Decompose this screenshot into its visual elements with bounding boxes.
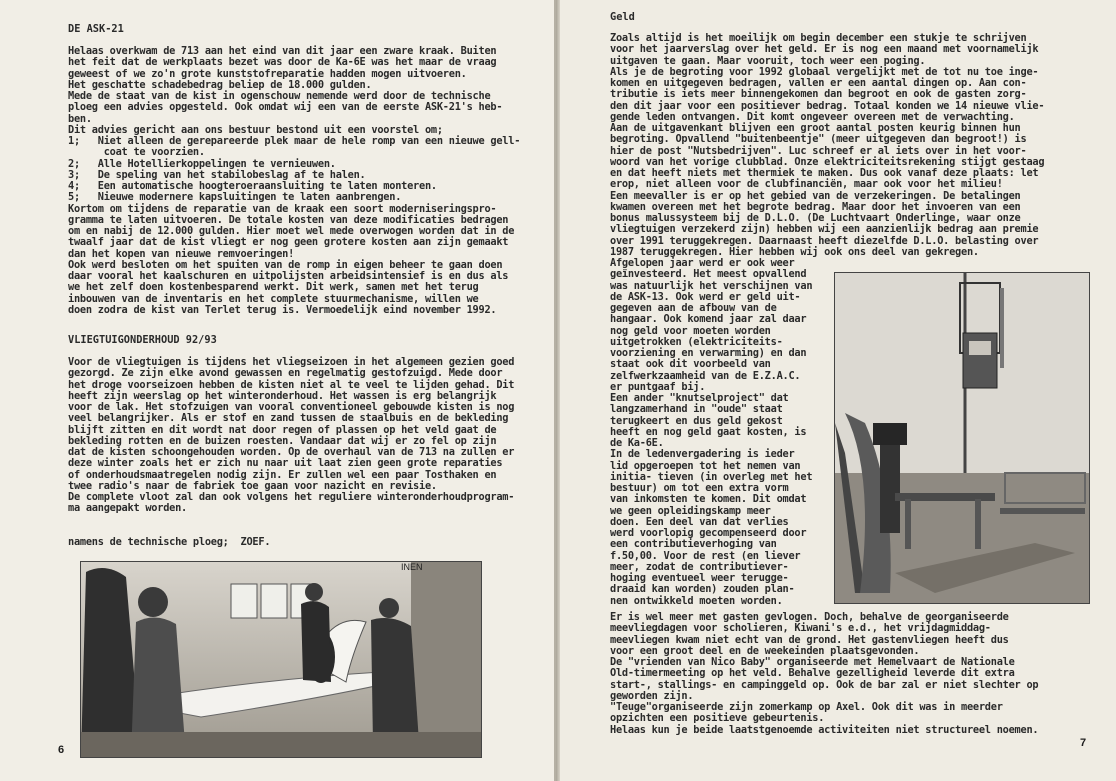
text-line: staat ook dit voorbeeld van (610, 358, 771, 371)
left-page (0, 0, 556, 781)
text-line: twee radio's naar de fabriek toe gaan voor nazicht en revisie. (68, 479, 437, 492)
text-line: zelfwerkzaamheid van de E.Z.A.C. (610, 369, 801, 382)
text-line: lid opgeroepen tot het nemen van (610, 459, 801, 472)
text-line: bonus malussysteem bij de D.L.O. (De Luchtvaart Onderlinge, waar onze (610, 212, 1021, 224)
text-line: Voor de vliegtuigen is tijdens het vliegseizoen in het algemeen gezien goed (68, 356, 515, 368)
text-line: er puntgaaf bij. (610, 380, 706, 393)
onderhoud-paragraph (68, 357, 514, 515)
text-line: deze winter zoals het er zich nu naar uit laat zien geen grote reparaties (68, 457, 503, 470)
text-line: voorziening en verwarming) en dan (610, 347, 807, 359)
text-line: van inkomsten te komen. Dit omdat (610, 493, 807, 506)
text-line: we het zelf doen kostenbesparend werkt. Dit werk, samen met het terug (68, 281, 479, 294)
text-line: dan het kopen van nieuwe remvoeringen! (68, 247, 295, 260)
text-line: geïnvesteerd. Het meest opvallend (610, 268, 807, 281)
text-line: gramma te laten uitvoeren. De totale kosten van deze modificaties bedragen (68, 213, 509, 226)
text-line: twaalf jaar dat de kist vliegt er nog geen grotere kosten aan zijn gemaakt (68, 236, 509, 249)
text-line: de ASK-13. Ook werd er geld uit- (610, 290, 801, 303)
text-line: we geen opleidingskamp meer (610, 504, 771, 517)
svg-text:INEN: INEN (401, 562, 423, 572)
text-line: bekleding rotten en de buizen roesten. Vandaar dat wij er zo fel op zijn (68, 434, 497, 447)
text-line: om en nabij de 12.000 gulden. Hier moet wel mede overwogen worden dat in de (68, 225, 515, 237)
text-line: begroting. Opvallend "buitenbeentje" (meer uitgegeven dan begroot!) is (610, 133, 1027, 146)
text-line: uitgetrokken (elektriciteits- (610, 335, 783, 348)
text-line: over 1991 teruggekregen. Daarnaast heeft diezelfde D.L.O. belasting over (610, 234, 1039, 247)
text-line: heeft zijn weerslag op het winteronderhoud. Het wassen is erg belangrijk (68, 389, 497, 402)
text-line: inbouwen van de inventaris en het complete stuurmechanisme, willen we (68, 292, 479, 305)
signature: namens de technische ploeg; ZOEF. (68, 536, 271, 548)
text-line: dat de kisten schoongehouden worden. Op de overhaul van de 713 na zullen er (68, 446, 515, 458)
text-line: terugkeert en dus geld gekost (610, 414, 783, 427)
workshop-photo (80, 561, 482, 758)
text-line: meevliegdagen voor scholieren, Kiwani's e.d., het vrijdagmiddag- (610, 622, 991, 635)
text-line: 5; Nieuwe modernere kapsluitingen te laten aanbrengen. (68, 191, 402, 204)
text-line: voor het jaarverslag over het geld. Er is nog een maand met voornamelijk (610, 43, 1039, 56)
text-line: komen en uitgegeven bedragen, vallen er een aantal dingen op. Aan con- (610, 77, 1027, 89)
text-line: 2; Alle Hotellierkoppelingen te vernieuwen. (68, 157, 336, 170)
text-line: voor de lak. Het stofzuigen van vooral conventioneel gebouwde kisten is nog (68, 401, 515, 413)
hangar-photo (834, 272, 1090, 604)
text-line: langzamerhand in "oude" staat (610, 403, 783, 416)
investeringen-paragraph (610, 258, 812, 607)
text-line: opzichten een positieve gebeurtenis. (610, 712, 825, 725)
text-line: het droge voorseizoen hebben de kisten niet al te veel te lijden gehad. Dit (68, 378, 515, 391)
text-line: erop, niet alleen voor de clubfinanciën, maar ook voor het milieu! (610, 178, 1003, 191)
text-line: 1; Niet alleen de gerepareerde plek maar de hele romp van een nieuwe gell- (68, 135, 521, 147)
text-line: veel belangrijker. Als er stof en zand tussen de staalbuis en de bekleding (68, 412, 509, 425)
text-line: gegeven aan de afbouw van de (610, 302, 777, 314)
text-line: en dat heeft niets met thermiek te maken. Dus ook vanaf deze plaats: let (610, 167, 1039, 179)
text-line: Ook werd besloten om het spuiten van de romp in eigen beheer te gaan doen (68, 258, 503, 271)
text-line: nog geld voor moeten worden (610, 324, 771, 337)
text-line: of onderhoudsmaatregelen nodig zijn. Er zullen wel een paar Tosthaken en (68, 468, 497, 481)
text-line: ma aangepakt worden. (68, 502, 187, 515)
gasten-paragraph (610, 612, 1038, 736)
text-line: doen. Een deel van dat verlies (610, 515, 789, 528)
text-line: Afgelopen jaar werd er ook weer (610, 257, 795, 269)
text-line: Er is wel meer met gasten gevlogen. Doch, behalve de georganiseerde (610, 611, 1009, 623)
text-line: initia- tieven (in overleg met het (610, 470, 813, 483)
heading-vliegtuigonderhoud: VLIEGTUIGONDERHOUD 92/93 (68, 334, 217, 346)
text-line: hier de post "Nutsbedrijven". Luc schreef er al iets over in het voor- (610, 144, 1027, 157)
text-line: coat te voorzien. (68, 146, 205, 159)
text-line: woord van het vorige clubblad. Onze elektriciteitsrekening stijgt gestaag (610, 155, 1045, 168)
text-line: tributie is iets meer binnengekomen dan begroot en ook de gasten zorg- (610, 88, 1027, 101)
heading-ask21: DE ASK-21 (68, 23, 124, 35)
text-line: draaid kan worden) zouden plan- (610, 583, 795, 596)
page-number-right: 7 (1080, 737, 1087, 749)
text-line: doen zodra de kist van Terlet terug is. Vermoedelijk eind november 1992. (68, 303, 497, 316)
text-line: hangaar. Ook komend jaar zal daar (610, 313, 807, 326)
text-line: de Ka-6E. (610, 437, 664, 449)
text-line: start-, stallings- en campinggeld op. Ook de bar zal er niet slechter op (610, 678, 1039, 691)
text-line: "Teuge"organiseerde zijn zomerkamp op Axel. Ook dit was in meerder (610, 701, 1003, 713)
text-line: werd voorlopig gecompenseerd door (610, 527, 807, 539)
right-page (560, 0, 1116, 781)
text-line: Helaas kun je beide laatstgenoemde activiteiten niet structureel noemen. (610, 723, 1039, 736)
geld-paragraph (610, 33, 1044, 258)
text-line: gezorgd. Ze zijn elke avond gewassen en regelmatig gestofzuigd. Mede door (68, 367, 503, 380)
text-line: voor een groot deel en de weekeinden plaatsgevonden. (610, 644, 920, 657)
ask21-paragraph (68, 46, 520, 316)
text-line: hoging eventueel weer terugge- (610, 572, 789, 584)
text-line: ben. (68, 112, 92, 125)
text-line: nen ontwikkeld moeten worden. (610, 594, 783, 607)
text-line: Kortom om tijdens de reparatie van de kraak een soort moderniseringspro- (68, 202, 497, 215)
text-line: Mede de staat van de kist in ogenschouw nemende werd door de technische (68, 90, 491, 102)
text-line: Een ander "knutselproject" dat (610, 392, 789, 404)
text-line: kwamen overeen met het begrote bedrag. Maar door het invoeren van een (610, 200, 1021, 213)
text-line: blijft zitten en dit wordt nat door regen of plassen op het veld gaat de (68, 423, 497, 436)
text-line: het feit dat de werkplaats bezet was door de Ka-6E was het maar de vraag (68, 56, 497, 69)
text-line: Old-timermeeting op het veld. Behalve gezelligheid leverde dit extra (610, 667, 1015, 680)
text-line: vliegtuigen verzekerd zijn) hebben wij een aanzienlijk bedrag aan premie (610, 223, 1039, 236)
text-line: f.50,00. Voor de rest (en liever (610, 549, 801, 562)
text-line: 4; Een automatische hoogteroeraansluiting te laten monteren. (68, 180, 437, 192)
text-line: bestuur) om tot een extra vorm (610, 482, 789, 494)
heading-geld: Geld (610, 11, 635, 23)
text-line: Aan de uitgavenkant blijven een groot aantal posten keurig binnen hun (610, 122, 1021, 134)
text-line: Het geschatte schadebedrag beliep de 18.000 gulden. (68, 78, 372, 91)
text-line: geworden zijn. (610, 689, 694, 702)
text-line: Een meevaller is er op het gebied van de verzekeringen. De betalingen (610, 189, 1021, 202)
text-line: den dit jaar voor een positiever bedrag. Totaal konden we 14 nieuwe vlie- (610, 99, 1045, 112)
text-line: De complete vloot zal dan ook volgens het reguliere winteronderhoudprogram- (68, 491, 515, 503)
text-line: heeft en nog geld gaat kosten, is (610, 425, 807, 438)
text-line: meevliegen kwam niet echt van de grond. Het gastenvliegen heeft dus (610, 633, 1009, 646)
text-line: 3; De speling van het stabilobeslag af te halen. (68, 168, 366, 181)
text-line: meer, zodat de contributiever- (610, 560, 789, 573)
text-line: gende leden ontvangen. Dit komt ongeveer overeen met de verwachting. (610, 110, 1015, 123)
text-line: Dit advies gericht aan ons bestuur bestond uit een voorstel om; (68, 123, 443, 136)
text-line: een contributieverhoging van (610, 538, 777, 551)
text-line: Helaas overkwam de 713 aan het eind van dit jaar een zware kraak. Buiten (68, 45, 497, 57)
text-line: De "vrienden van Nico Baby" organiseerde met Hemelvaart de Nationale (610, 656, 1015, 668)
text-line: In de ledenvergadering is ieder (610, 448, 795, 461)
text-line: ploeg een advies opgesteld. Ook omdat wij een van de eerste ASK-21's heb- (68, 101, 503, 114)
text-line: Zoals altijd is het moeilijk om begin december een stukje te schrijven (610, 32, 1027, 44)
text-line: daar vooral het kaalschuren en uitpolijsten arbeidsintensief is en dus als (68, 270, 509, 282)
text-line: geweest of we zo'n grote kunststofreparatie hadden mogen uitvoeren. (68, 67, 467, 80)
page-number-left: 6 (58, 744, 65, 756)
text-line: uitgaven te gaan. Maar vooruit, toch weer een poging. (610, 54, 926, 67)
text-line: 1987 teruggekregen. Hier hebben wij ook ons deel van gekregen. (610, 245, 979, 258)
text-line: Als je de begroting voor 1992 globaal vergelijkt met de tot nu toe inge- (610, 65, 1039, 78)
text-line: was natuurlijk het verschijnen van (610, 279, 813, 292)
